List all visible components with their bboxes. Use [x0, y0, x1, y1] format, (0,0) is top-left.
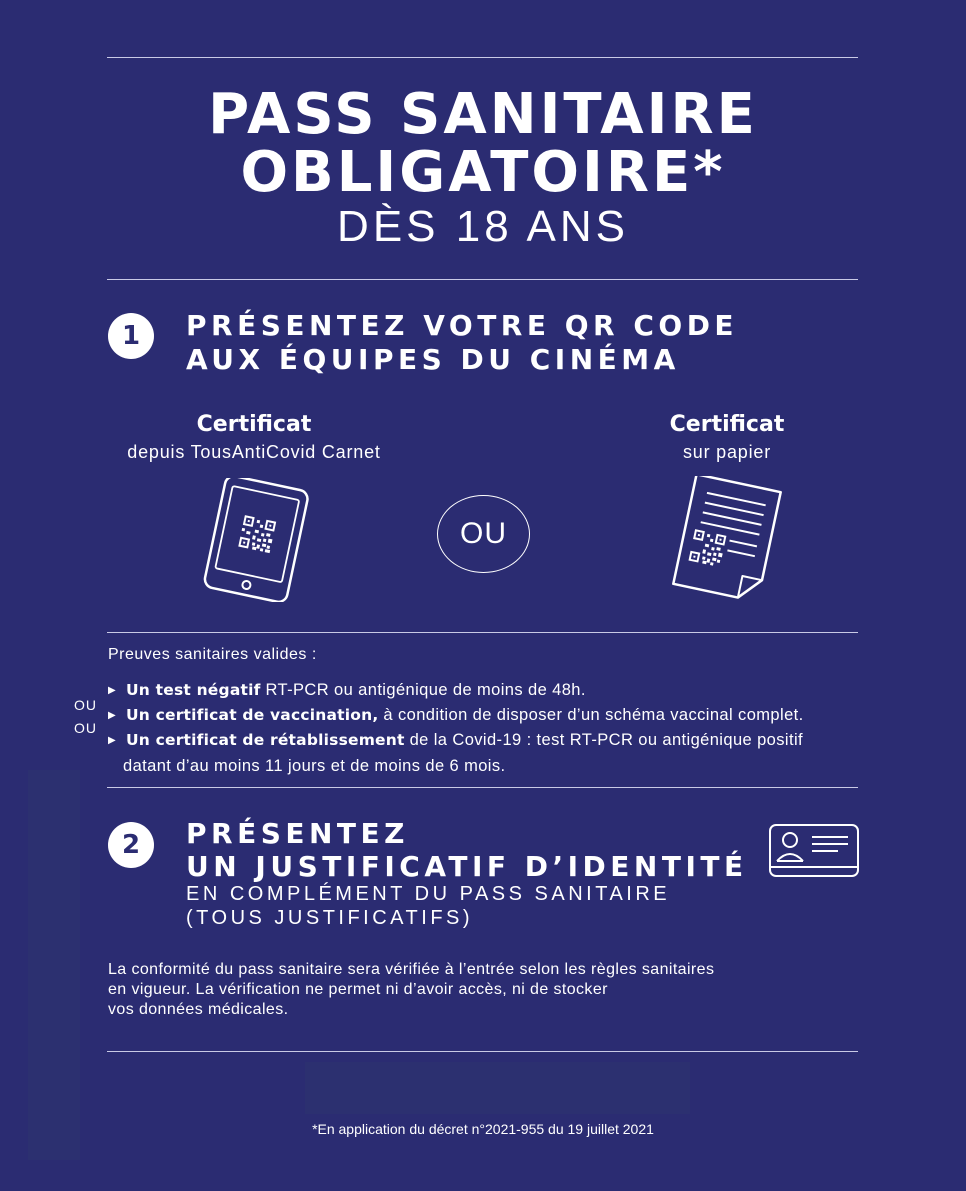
- cert-digital-title: Certificat: [196, 412, 312, 437]
- cert-paper-subtitle: sur papier: [682, 442, 772, 462]
- proof-item-bold: Un certificat de vaccination,: [126, 706, 379, 724]
- proof-item-bold: Un test négatif: [126, 681, 261, 699]
- paper-certificate-icon: [664, 476, 790, 600]
- divider-before-step2: [107, 787, 858, 788]
- notice-line-2: en vigueur. La vérification ne permet ni d’avoir accès, ni de stocker: [108, 981, 608, 998]
- id-card-icon: [768, 823, 860, 879]
- title-line2: OBLIGATOIRE*: [240, 140, 726, 205]
- divider-top: [107, 57, 858, 58]
- step-2-heading-line2: UN JUSTIFICATIF D’IDENTITÉ: [186, 850, 748, 883]
- proof-item-text: de la Covid-19 : test RT-PCR ou antigénique positif: [404, 731, 803, 749]
- notice-paragraph: [108, 960, 868, 1020]
- cert-digital-subtitle: depuis TousAntiCovid Carnet: [127, 442, 381, 462]
- step-1-heading-line1: PRÉSENTEZ VOTRE QR CODE: [186, 309, 739, 342]
- or-label-2: OU: [74, 720, 97, 736]
- proofs-intro: Preuves sanitaires valides :: [108, 646, 317, 663]
- proof-item-text: à condition de disposer d’un schéma vaccinal complet.: [378, 706, 804, 724]
- or-label-1: OU: [74, 697, 97, 713]
- step-1-heading-line2: AUX ÉQUIPES DU CINÉMA: [186, 343, 680, 376]
- background-shade-left: [28, 770, 80, 1160]
- notice-line-1: La conformité du pass sanitaire sera vérifiée à l’entrée selon les règles sanitaires: [108, 961, 715, 978]
- proof-item-bold: Un certificat de rétablissement: [126, 731, 405, 749]
- bullet-arrow-icon: ▶: [108, 710, 117, 722]
- subtitle: DÈS 18 ANS: [337, 202, 629, 251]
- divider-after-title: [107, 279, 858, 280]
- step-2-sub-line1: EN COMPLÉMENT DU PASS SANITAIRE: [186, 883, 671, 905]
- proof-item-negative-test: [108, 681, 586, 700]
- step-2-badge: 2: [108, 822, 154, 868]
- notice-line-3: vos données médicales.: [108, 1001, 289, 1018]
- bullet-arrow-icon: ▶: [108, 685, 117, 697]
- or-circle: OU: [437, 495, 530, 573]
- step-2-sub-line2: (TOUS JUSTIFICATIFS): [186, 907, 474, 929]
- cert-paper-title: Certificat: [669, 412, 785, 437]
- proof-item-recovery: [108, 731, 803, 750]
- step-2-heading-line1: PRÉSENTEZ: [186, 817, 409, 850]
- tablet-qr-icon: [196, 478, 316, 602]
- proof-item-vaccination: [108, 706, 804, 725]
- divider-bottom: [107, 1051, 858, 1052]
- bullet-arrow-icon: ▶: [108, 735, 117, 747]
- footnote: *En application du décret n°2021-955 du 19 juillet 2021: [312, 1121, 654, 1137]
- step-1-badge: 1: [108, 313, 154, 359]
- proof-item-recovery-continuation: datant d’au moins 11 jours et de moins de 6 mois.: [123, 757, 506, 775]
- background-shade-bottom: [305, 1062, 690, 1114]
- title-line1: PASS SANITAIRE: [208, 82, 758, 147]
- divider-before-proofs: [107, 632, 858, 633]
- proof-item-text: RT-PCR ou antigénique de moins de 48h.: [260, 681, 586, 699]
